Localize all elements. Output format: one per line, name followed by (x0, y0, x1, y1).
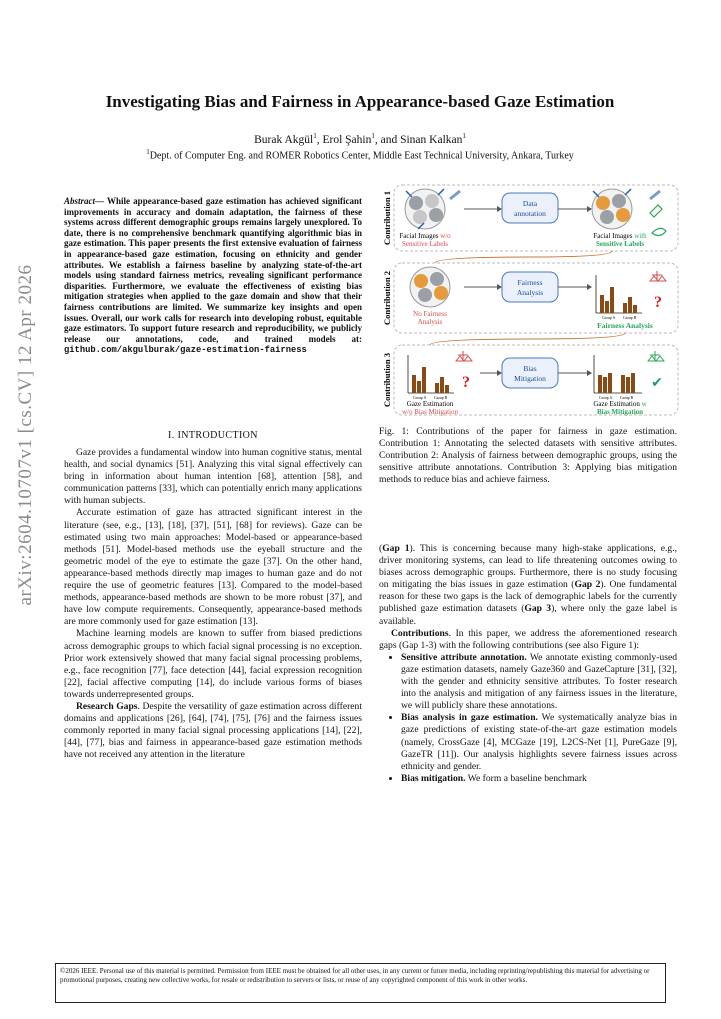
author-1-affil-mark: 1 (313, 132, 317, 140)
labeled-face-cluster-icon (592, 189, 632, 229)
question-mark: ? (462, 374, 470, 391)
intro-right-column (379, 543, 677, 785)
facial-images-wo-label: Facial Images w/o (399, 232, 451, 240)
sensitive-labels-wo: Sensitive Labels (401, 240, 449, 248)
research-gaps-text: . Despite the versatility of gaze estimation across different domains and applications [26], [64], [74], [75], [76] and the fairness issues commonly reported in many facial signal processing applications [14], [22], [44], [77], bias and fairness in appearance-based gaze estimation methods have not received any attention in the literature (64, 700, 362, 761)
gaze-estimation-w-label: Gaze Estimation w (593, 400, 647, 408)
no-fairness-label-1: No Fairness (413, 310, 447, 318)
group-b-label: Group B (620, 396, 634, 400)
affiliation (40, 148, 680, 161)
author-2: , Erol Şahin (316, 133, 372, 146)
author-3: , and Sinan Kalkan (374, 133, 463, 146)
research-gaps-label: Research Gaps (76, 700, 138, 712)
bias-box-label-1: Bias (523, 364, 537, 373)
arrow-head (497, 206, 502, 212)
contributions-paragraph: Contributions. In this paper, we address the aforementioned research gaps (Gap 1-3) with the following contributions (see also Figure 1): (379, 627, 677, 651)
list-item: • Bias mitigation. We form a baseline benchmark (401, 773, 677, 785)
data-annotation-box (502, 193, 558, 223)
group-a-label: Group A (413, 396, 427, 400)
fairness-box-label-2: Analysis (516, 288, 544, 297)
group-a-label: Group A (599, 396, 613, 400)
figure-caption: Fig. 1: Contributions of the paper for fairness in gaze estimation. Contribution 1: Annotating the selected datasets with sensitive attributes. Contribution 2: Analysis of fairness between demographic groups, using the sensitive attribute annotations. Contribution 3: Applying bias mitigation methods to reduce bias and achieve fairness. (379, 426, 677, 486)
intro-paragraph-3: Machine learning models are known to suffer from biased predictions across demographic groups to which facial signal processing is no exception. Prior work extensively showed that many facial signal processing problems, e.g., face recognition [77], face detection [44], facial expression recognition [22], facial affective computing [14], do include various forms of biases towards underrepresented groups. (64, 628, 362, 700)
group-b-label: Group B (434, 396, 448, 400)
no-fairness-label-2: Analysis (417, 318, 443, 326)
gaze-estimation-wo-label: Gaze Estimation (406, 400, 454, 408)
affiliation-text: Dept. of Computer Eng. and ROMER Robotics Center, Middle East Technical University, Ankara, Turkey (149, 150, 574, 162)
sensitive-labels-with: Sensitive Labels (595, 240, 645, 248)
abstract (64, 196, 362, 356)
data-annotation-label-1: Data (522, 199, 538, 208)
intro-left-column (64, 447, 362, 761)
abstract-text: — While appearance-based gaze estimation has achieved significant improvements in accuracy and domain adaptation, the fairness of these systems across different demographic groups remains largely unexplored. To date, there is no comprehensive benchmark quantifying algorithmic bias in gaze estimation. This paper presents the first extensive evaluation of fairness in appearance-based gaze estimation, focusing on ethnicity and gender attributes. We establish a fairness baseline by analyzing state-of-the-art models using standard fairness metrics, revealing significant performance disparities. Furthermore, we evaluate the effectiveness of existing bias mitigation strategies when applied to the gaze domain and show that their fairness contributions are limited. We summarize key insights and open issues. Overall, our work calls for research into developing robust, equitable gaze estimators. To support future research and reproducibility, we publicly release our annotations, code, and trained models at: (64, 196, 362, 344)
bias-mitigation-w-label: Bias Mitigation (596, 408, 644, 416)
intro-paragraph-1: Gaze provides a fundamental window into human cognitive status, mental health, and social dynamics [51]. Analyzing this vital signal effectively can bring in information about human intention [68], attention [58], and communication patterns [33], which can potentially enrich many applications with human subjects. (64, 447, 362, 507)
author-1: Burak Akgül (254, 133, 314, 146)
copyright-notice: ©2026 IEEE. Personal use of this material is permitted. Permission from IEEE must be obtained for all other uses, in any current or future media, including reprinting/republishing this material for advertising or promotional purposes, creating new collective works, for resale or redistribution to servers or lists, or reuse of any copyrighted component of this work in other works. (55, 963, 666, 1003)
list-item: • Sensitive attribute annotation. We annotate existing commonly-used gaze estimation datasets, namely Gaze360 and GazeCapture [31], [32], with the gender and ethnicity sensitive attributes. To foster research into the analysis and mitigation of any fairness issues in the literature, we will publicly share these annotations. (401, 652, 677, 712)
gaps-paragraph: (Gap 1). This is concerning because many high-stake applications, e.g., driver monitoring systems, can lead to life threatening outcomes owing to biases across demographic groups. Furthermore, there is no study focusing on mitigating the bias issues in gaze estimation (Gap 2). One fundamental reason for these two gaps is the lack of demographic labels for the currently published gaze estimation datasets (Gap 3), where only the gaze label is available. (379, 543, 678, 627)
connector-1-2 (435, 251, 612, 263)
author-2-affil-mark: 1 (371, 132, 375, 140)
arxiv-stamp: arXiv:2604.10707v1 [cs.CV] 12 Apr 2026 (15, 264, 36, 606)
connector-2-3 (430, 333, 625, 345)
bias-box-label-2: Mitigation (514, 374, 546, 383)
bar-chart-icon (408, 355, 454, 393)
fairness-analysis-box (502, 272, 558, 302)
arrow-head (587, 206, 592, 212)
abstract-label: Abstract (64, 196, 96, 206)
check-icon: ✔ (651, 376, 663, 391)
fairness-box-label-1: Fairness (517, 278, 543, 287)
intro-paragraph-2: Accurate estimation of gaze has attracted significant interest in the literature (see, e.g., [13], [18], [37], [51], [68] for reviews). Gaze can be estimated using two main approaches: Model-based or appearance-based methods [51]. Model-based methods use the eyeball structure and the geometric model of the eye to estimate the gaze [37]. On the other hand, appearance-based methods directly map images to human gaze and do not require the use of geometric features [13]. Compared to the model-based methods, appearance-based methods are shown to be more robust [37], and have low compute requirements. Consequently, appearance-based methods are more commonly used for gaze estimation [13]. (64, 507, 362, 628)
group-a-label: Group A (602, 316, 616, 320)
scale-icon (648, 351, 664, 361)
leaf-icon (652, 228, 666, 235)
group-b-label: Group B (623, 316, 637, 320)
figure-1 (380, 183, 680, 418)
pencil-icon (650, 191, 660, 199)
contribution-3-label: Contribution 3 (382, 352, 392, 408)
face-cluster-icon (405, 189, 445, 229)
balanced-bar-chart-icon (594, 355, 642, 393)
list-item: • Bias analysis in gaze estimation. We systematically analyze bias in gaze predictions of existing state-of-the-art gaze estimation models (namely, CrossGaze [4], MCGaze [19], L2CS-Net [1], PureGaze [9], GazeTR [11]). Our analysis highlights severe fairness issues across ethnicity and gender. (401, 712, 677, 772)
affiliation-mark: 1 (146, 148, 150, 156)
bias-mitigation-wo-label: w/o Bias Mitigation (402, 408, 458, 416)
scale-icon (456, 351, 472, 361)
bias-mitigation-box (502, 358, 558, 388)
contributions-label: Contributions (391, 627, 449, 639)
facial-images-with-label: Facial Images with (593, 232, 647, 240)
labeled-face-cluster-icon (410, 267, 450, 307)
data-annotation-label-2: annotation (514, 209, 546, 218)
author-3-affil-mark: 1 (462, 132, 466, 140)
intro-paragraph-4 (64, 701, 362, 761)
contributions-list (379, 652, 677, 785)
scale-icon (650, 271, 666, 281)
repo-link[interactable]: github.com/akgulburak/gaze-estimation-fairness (64, 345, 307, 356)
contribution-1-label: Contribution 1 (382, 190, 392, 246)
section-heading-introduction: I. INTRODUCTION (168, 430, 258, 441)
fairness-analysis-label: Fairness Analysis (597, 321, 653, 330)
tag-icon (650, 205, 662, 217)
question-mark: ? (654, 294, 662, 311)
author-list (40, 132, 680, 146)
paper-title: Investigating Bias and Fairness in Appearance-based Gaze Estimation (105, 92, 615, 111)
contribution-2-label: Contribution 2 (382, 270, 392, 326)
bar-chart-icon (596, 275, 642, 313)
pencil-icon (450, 191, 460, 199)
